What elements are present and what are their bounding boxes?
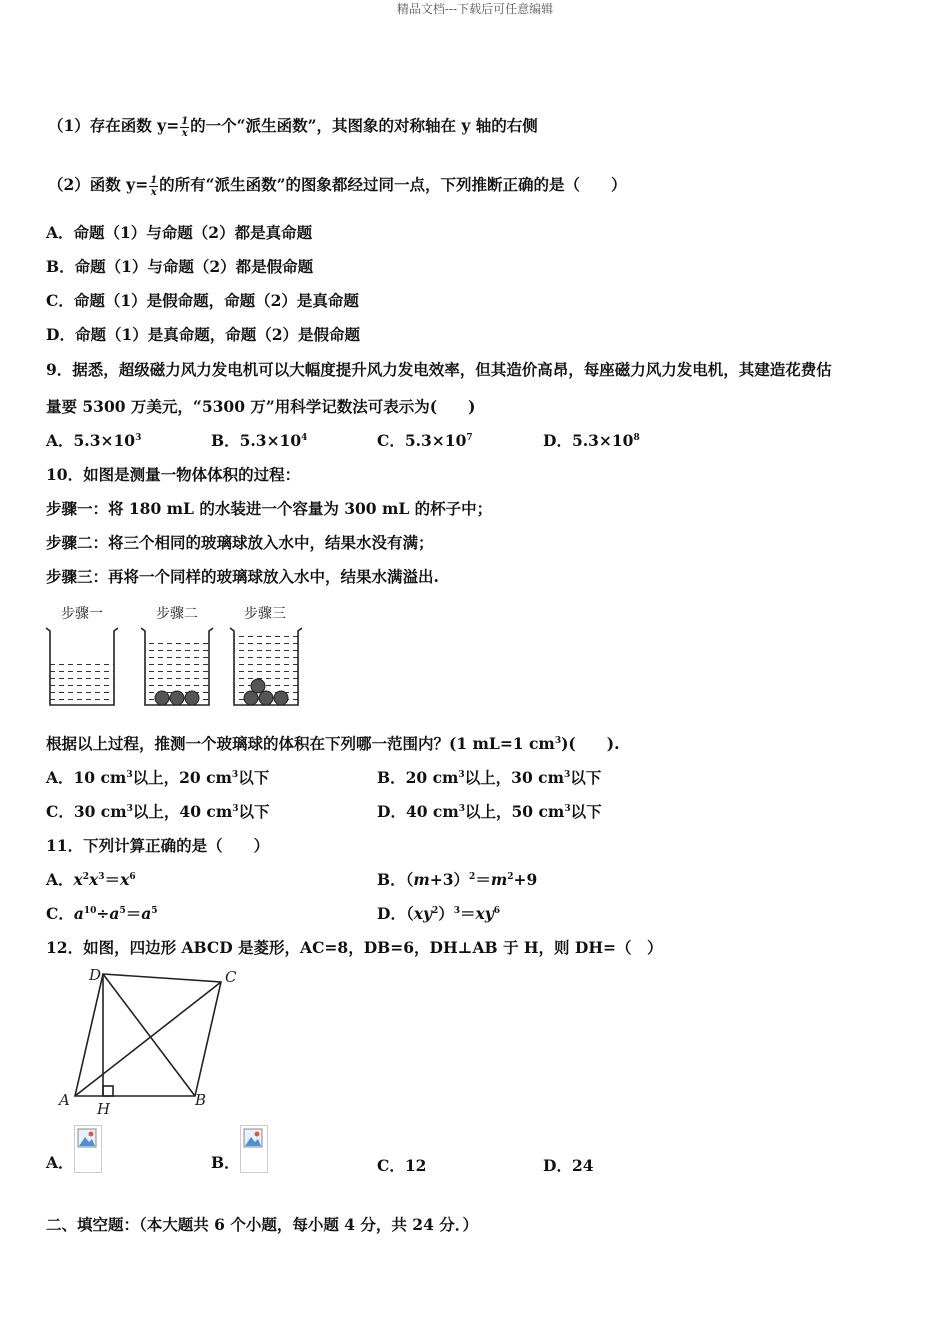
cube-exp: 3 [126, 803, 133, 814]
q10-b-part3: 以下 [570, 768, 602, 787]
q10-option-d [377, 800, 602, 822]
q10-question [46, 732, 620, 754]
q10-option-a [46, 766, 269, 788]
q9-option-c [377, 429, 473, 451]
page-header: 精品文档---下载后可任意编辑 [396, 2, 554, 16]
cube-exp: 3 [458, 769, 465, 780]
q10-question-text: 根据以上过程，推测一个玻璃球的体积在下列哪一范围内？(1 mL=1 cm [46, 734, 555, 753]
q11-option-b: B．$(m+3)^2=m^2+9$ [377, 870, 538, 889]
q10-step-1: 步骤一：将 180 mL 的水装进一个容量为 300 mL 的杯子中； [46, 499, 493, 518]
q8-option-d: D．命题（1）是真命题，命题（2）是假命题 [46, 325, 361, 344]
q10-c-part3: 以下 [238, 802, 270, 821]
cube-exp: 3 [126, 769, 133, 780]
point-h-label: H [97, 1100, 111, 1118]
q10-question-end: )( ). [561, 734, 620, 753]
fraction-1-over-x [180, 116, 189, 139]
q9-option-b-exp: 4 [301, 432, 308, 443]
q10-a-part1: A．10 cm [46, 768, 127, 787]
cube-exp: 3 [232, 803, 239, 814]
q8-statement-2 [48, 173, 627, 198]
q10-title: 10．如图是测量一物体体积的过程： [46, 465, 301, 484]
q10-d-part3: 以下 [570, 802, 602, 821]
q8-option-a: A．命题（1）与命题（2）都是真命题 [46, 223, 313, 242]
q9-option-a [46, 429, 141, 451]
q9-line-1: 9．据悉，超级磁力风力发电机可以大幅度提升风力发电效率，但其造价高昂，每座磁力风力发电机，其建造花费估 [46, 360, 832, 379]
q10-step-3: 步骤三：再将一个同样的玻璃球放入水中，结果水满溢出. [46, 567, 439, 586]
q10-a-part3: 以下 [238, 768, 270, 787]
q9-option-c-text: C．5.3×10 [377, 431, 467, 450]
q11-option-d: D．$(xy^2)^3=xy^6$ [377, 904, 501, 923]
q12-b-label: B． [211, 1153, 240, 1172]
q8-s1-prefix: （1）存在函数 y= [48, 116, 180, 135]
q8-s2-prefix: （2）函数 y= [48, 175, 149, 194]
q11-option-c: C．$a^{10}\div a^5=a^5$ [46, 904, 158, 923]
fraction-numerator: 1 [150, 174, 158, 186]
q12-option-a [46, 1125, 102, 1173]
fraction-denominator: x [150, 186, 157, 198]
q11-d-label: D．（ [377, 904, 414, 923]
step-label-3: 步骤三 [244, 606, 286, 622]
step-label-2: 步骤二 [156, 606, 198, 622]
cube-exp: 3 [564, 803, 571, 814]
section-2-heading: 二、填空题：（本大题共 6 个小题，每小题 4 分，共 24 分．） [46, 1215, 479, 1234]
broken-image-icon [240, 1125, 268, 1173]
vertex-d-label: D [89, 966, 102, 984]
q11-a-label: A． [46, 870, 74, 889]
fraction-denominator: x [181, 127, 188, 139]
q10-b-part1: B．20 cm [377, 768, 459, 787]
vertex-a-label: A [59, 1091, 70, 1109]
q10-step-2: 步骤二：将三个相同的玻璃球放入水中，结果水没有满； [46, 533, 434, 552]
beaker-2 [141, 628, 213, 705]
q10-d-part1: D．40 cm [377, 802, 459, 821]
q10-b-part2: 以上，30 cm [464, 768, 564, 787]
q9-option-b-text: B．5.3×10 [211, 431, 302, 450]
q11-option-a: A．$x^2x^3=x^6$ [46, 870, 136, 889]
q9-option-c-exp: 7 [466, 432, 473, 443]
q8-s1-suffix: 的一个“派生函数”，其图象的对称轴在 y 轴的右侧 [190, 116, 538, 135]
q10-beaker-figure [40, 598, 310, 713]
q8-statement-1 [48, 114, 538, 139]
q9-option-d-exp: 8 [633, 432, 640, 443]
q9-option-d-text: D．5.3×10 [543, 431, 634, 450]
vertex-c-label: C [225, 968, 237, 986]
q10-d-part2: 以上，50 cm [465, 802, 565, 821]
q10-option-b [377, 766, 601, 788]
cube-exp: 3 [563, 769, 571, 780]
beaker-3 [230, 628, 302, 705]
q8-s2-suffix: 的所有“派生函数”的图象都经过同一点，下列推断正确的是（ ） [159, 175, 627, 194]
q12-option-b [211, 1125, 268, 1173]
q10-c-part2: 以上，40 cm [132, 802, 233, 821]
vertex-b-label: B [195, 1091, 207, 1109]
q9-option-a-exp: 3 [135, 432, 142, 443]
q12-title: 12．如图，四边形 ABCD 是菱形，AC=8，DB=6，DH⊥AB 于 H，则 DH=（ ） [46, 938, 663, 957]
q9-line-2: 量要 5300 万美元，“5300 万”用科学记数法可表示为( ) [46, 397, 476, 416]
q9-option-d [543, 429, 640, 451]
beaker-1 [46, 628, 118, 705]
q12-rhombus-figure [55, 962, 255, 1122]
q11-title: 11．下列计算正确的是（ ） [46, 836, 270, 855]
q10-option-c [46, 800, 270, 822]
q9-option-b [211, 429, 307, 451]
step-label-1: 步骤一 [61, 606, 103, 622]
fraction-1-over-x [149, 175, 158, 198]
q10-a-part2: 以上，20 cm [132, 768, 232, 787]
q8-option-b: B．命题（1）与命题（2）都是假命题 [46, 257, 314, 276]
q9-option-a-text: A．5.3×10 [46, 431, 136, 450]
q8-option-c: C．命题（1）是假命题，命题（2）是真命题 [46, 291, 359, 310]
q12-option-c: C．12 [377, 1156, 427, 1175]
fraction-numerator: 1 [181, 115, 189, 127]
q11-b-label: B．（ [377, 870, 414, 889]
q11-c-label: C． [46, 904, 74, 923]
q12-option-d: D．24 [543, 1156, 594, 1175]
q10-c-part1: C．30 cm [46, 802, 127, 821]
q12-a-label: A． [46, 1153, 74, 1172]
broken-image-icon [74, 1125, 102, 1173]
cube-exp: 3 [231, 769, 239, 780]
cube-exp: 3 [458, 803, 466, 814]
q10-question-exp: 3 [554, 735, 562, 746]
